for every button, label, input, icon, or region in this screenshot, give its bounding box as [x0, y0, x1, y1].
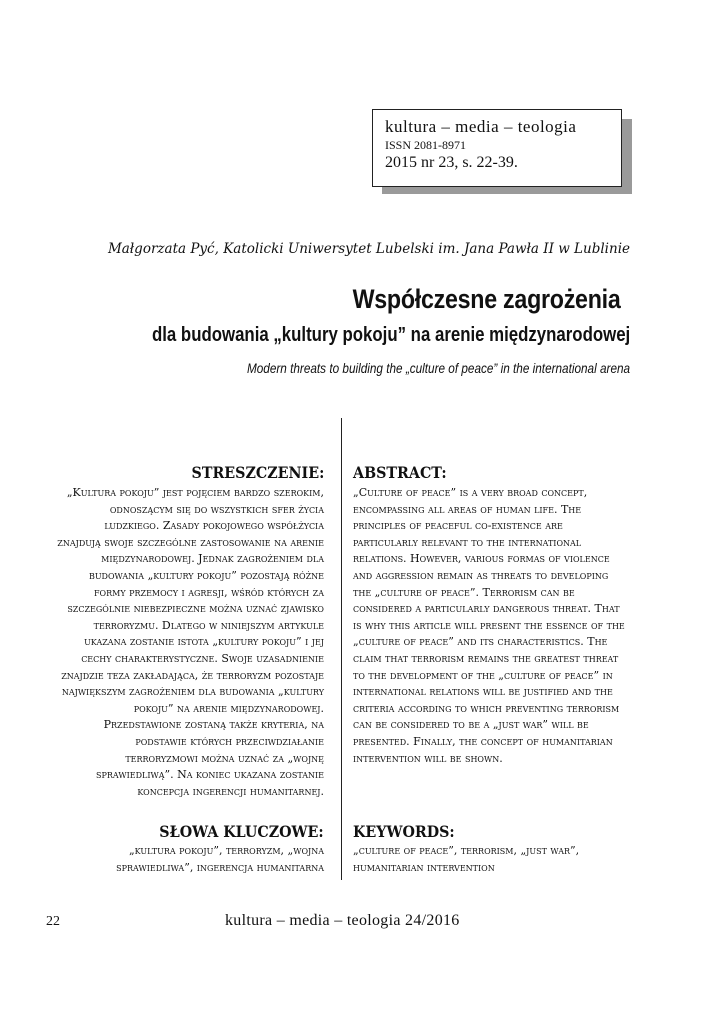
- abstract-pl-line: formy przemocy i agresji, wśród których za: [94, 585, 324, 599]
- author-affiliation: Małgorzata Pyć, Katolicki Uniwersytet Lubelski im. Jana Pawła II w Lublinie: [107, 241, 630, 257]
- abstract-pl-line: cechy charakterystyczne. Swoje uzasadnienie: [81, 651, 324, 665]
- abstract-pl-line: ludzkiego. Zasady pokojowego współżycia: [104, 519, 324, 533]
- abstract-en-line: encompassing all areas of human life. The: [353, 502, 582, 516]
- abstract-en-line: „Culture of peace” is a very broad concept,: [353, 486, 588, 499]
- abstract-en-heading: ABSTRACT:: [353, 463, 447, 482]
- page-number: 22: [46, 914, 60, 929]
- column-divider: [341, 418, 342, 880]
- abstract-pl-line: „Kultura pokoju” jest pojęciem bardzo szerokim,: [66, 486, 324, 499]
- abstract-pl-line: największym zagrożeniem dla budowania „kultury: [61, 685, 324, 699]
- abstract-pl-line: szczególnie niebezpieczne można uznać zjawisko: [67, 602, 324, 616]
- abstract-en-line: can be considered to be a „just war” will be: [353, 718, 589, 732]
- article-subtitle: dla budowania „kultury pokoju” na arenie międzynarodowej: [151, 323, 630, 346]
- abstract-en-line: presented. Finally, the concept of humanitarian: [353, 734, 613, 748]
- abstract-en-line: considered a particularly dangerous threat. That: [353, 602, 620, 616]
- keywords-en-heading: KEYWORDS:: [353, 822, 455, 841]
- abstract-en-line: principles of peaceful co-existence are: [353, 519, 563, 533]
- abstract-en-line: the „culture of peace”. Terrorism can be: [353, 585, 575, 599]
- keywords-pl-line: „kultura pokoju”, terroryzm, „wojna: [128, 844, 324, 857]
- abstract-en-line: claim that terrorism remains the greatest threat: [353, 651, 619, 665]
- abstract-pl-line: znajdzie teza zakładająca, że terroryzm pozostaje: [61, 668, 324, 682]
- footer-journal-title: kultura – media – teologia 24/2016: [225, 912, 460, 929]
- keywords-en-text: [353, 843, 579, 876]
- abstract-en-text: [353, 485, 625, 767]
- abstract-en-line: is why this article will present the essence of the: [353, 618, 625, 632]
- journal-title: kultura – media – teologia: [385, 117, 577, 136]
- abstract-pl-line: sprawiedliwą”. Na koniec ukazana zostanie: [96, 768, 324, 782]
- abstract-en-line: and aggression remain as threats to developing: [353, 568, 609, 582]
- abstract-en-line: „culture of peace” and its characteristics. The: [353, 635, 608, 649]
- abstract-en-line: international relations will be justified and the: [353, 685, 613, 699]
- abstract-en-line: particularly relevant to the international: [353, 535, 582, 549]
- journal-info-box: [372, 109, 622, 187]
- journal-issue: 2015 nr 23, s. 22-39.: [385, 154, 518, 171]
- abstract-pl-heading: STRESZCZENIE:: [191, 463, 324, 482]
- keywords-pl-line: sprawiedliwa”, ingerencja humanitarna: [116, 860, 324, 874]
- abstract-pl-line: znajdują swoje szczególne zastosowanie na arenie: [57, 535, 324, 549]
- article-title: Współczesne zagrożenia: [352, 284, 620, 314]
- abstract-pl-line: pokoju” na arenie międzynarodowej.: [133, 701, 324, 715]
- abstract-en-line: criteria according to which preventing terrorism: [353, 701, 620, 715]
- keywords-en-line: humanitarian intervention: [353, 860, 495, 874]
- journal-issn: ISSN 2081-8971: [385, 138, 467, 152]
- keywords-pl-heading: SŁOWA KLUCZOWE:: [159, 822, 324, 841]
- article-title-english: Modern threats to building the „culture of peace” in the international arena: [246, 360, 630, 376]
- abstract-pl-line: Przedstawione zostaną także kryteria, na: [103, 718, 324, 732]
- abstract-en-line: relations. However, various formas of violence: [353, 552, 610, 566]
- abstract-pl-line: terroryzmu. Dlatego w niniejszym artykule: [93, 618, 324, 632]
- abstract-pl-line: ukazana zostanie istota „kultury pokoju” i jej: [84, 635, 324, 649]
- abstract-pl-text: [57, 485, 324, 800]
- keywords-pl-text: [116, 843, 324, 876]
- abstract-pl-line: odnoszącym się do wszystkich sfer życia: [109, 502, 324, 516]
- abstract-pl-line: terroryzmowi można uznać za „wojnę: [125, 751, 324, 765]
- abstract-pl-line: podstawie których przeciwdziałanie: [135, 734, 324, 748]
- keywords-en-line: „culture of peace”, terrorism, „just war”,: [353, 844, 580, 857]
- abstract-pl-line: budowania „kultury pokoju” pozostają różne: [88, 568, 324, 582]
- abstract-pl-line: międzynarodowej. Jednak zagrożeniem dla: [101, 552, 324, 566]
- abstract-pl-line: koncepcja ingerencji humanitarnej.: [137, 784, 324, 798]
- abstract-en-line: to the development of the „culture of peace” in: [353, 668, 613, 682]
- abstract-en-line: intervention will be shown.: [353, 751, 503, 765]
